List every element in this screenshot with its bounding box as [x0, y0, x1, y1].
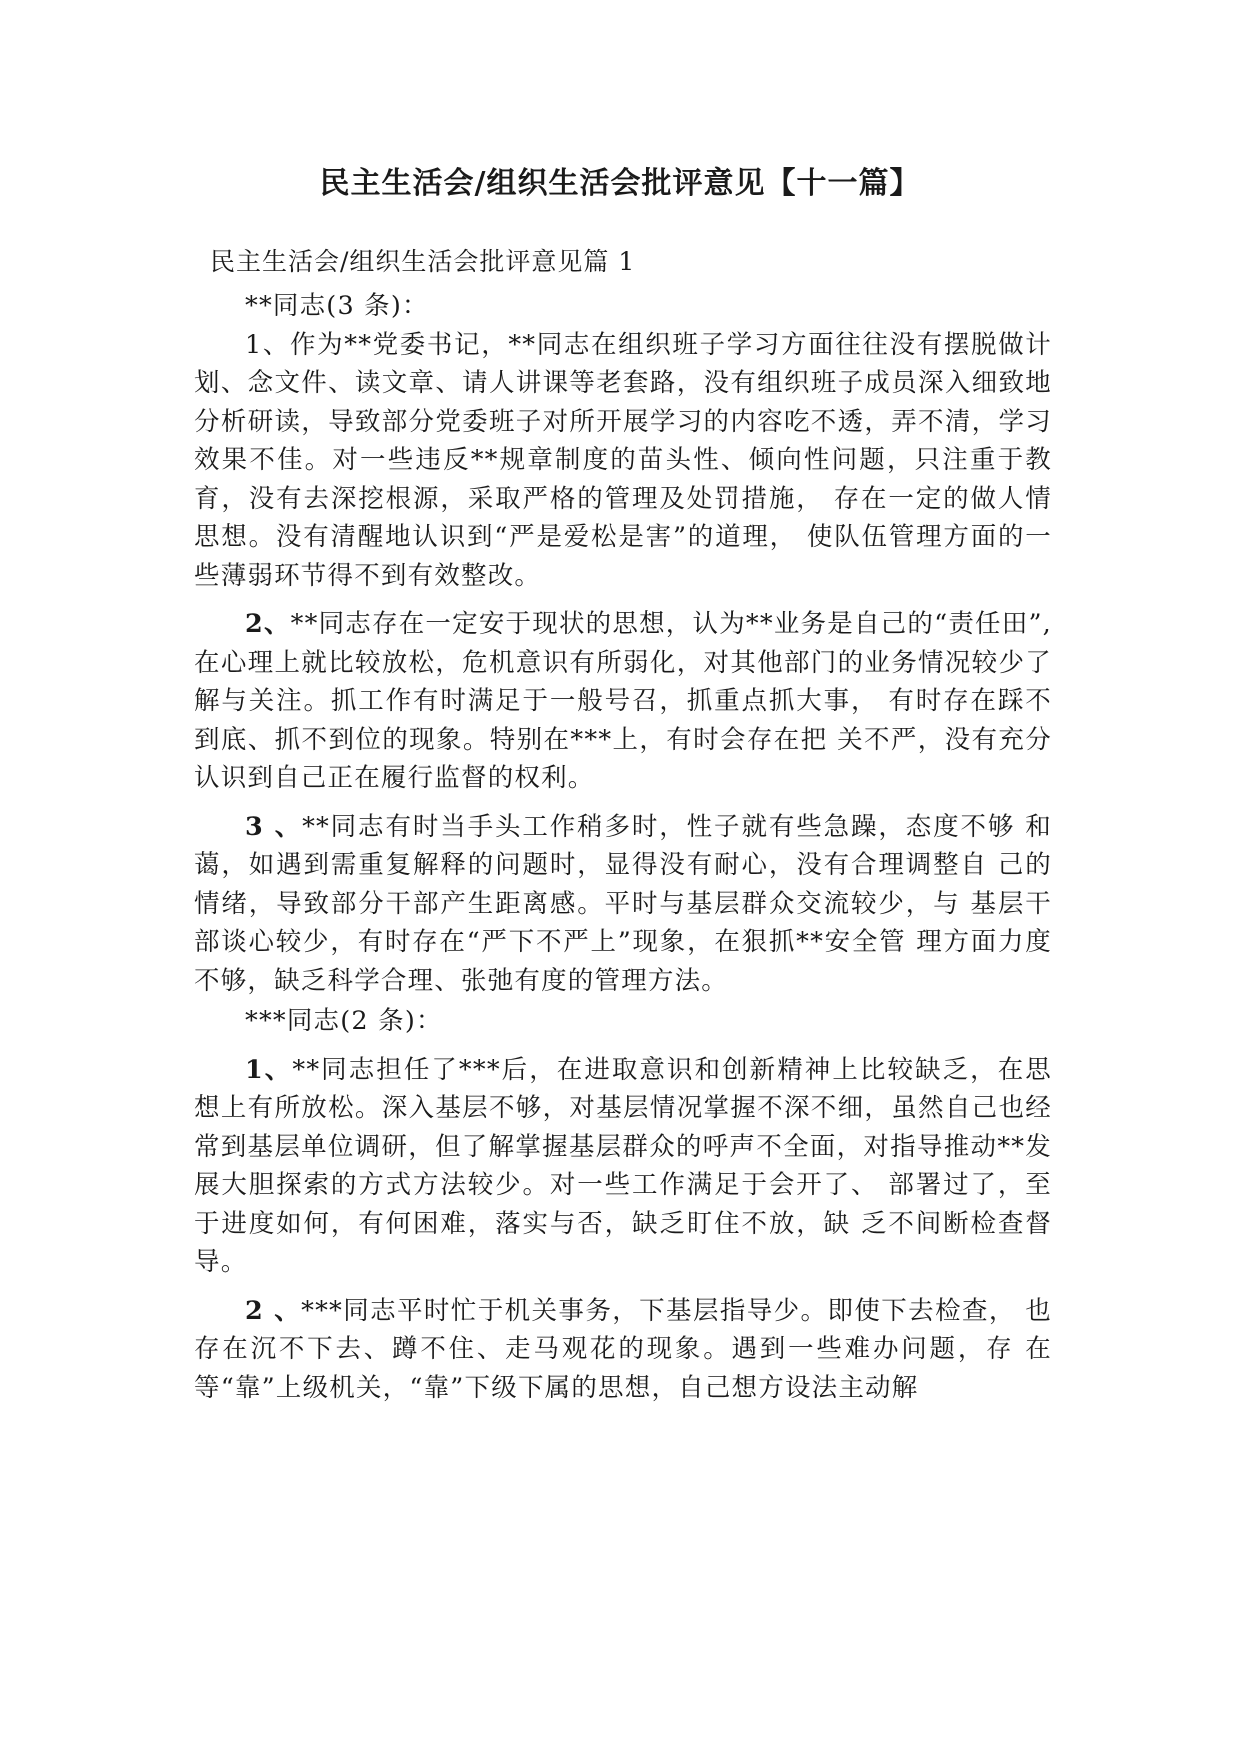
paragraph-text: **同志存在一定安于现状的思想，认为**业务是自己的“责任田”,在心理上就比较放松，危机意识有所弱化，对其他部门的业务情况较少了解与关注。抓工作有时满足于一般号召，抓重点抓大事， 有时存在踩不到底、抓不到位的现象。特别在***上，有时会存在把 关不严，没有充分认识到自己正在履行监督的权利。: [194, 609, 1052, 793]
person-1-heading: **同志(3 条)：: [245, 291, 429, 321]
criticism-paragraph-1-1: 1、作为**党委书记，**同志在组织班子学习方面往往没有摆脱做计划、念文件、读文章、请人讲课等老套路，没有组织班子成员深入细致地分析研读，导致部分党委班子对所开展学习的内容吃不透，弄不清，学习效果不佳。对一些违反**规章制度的苗头性、倾向性问题，只注重于教育，没有去深挖根源，采取严格的管理及处罚措施， 存在一定的做人情思想。没有清醒地认识到“严是爱松是害”的道理， 使队伍管理方面的一些薄弱环节得不到有效整改。: [194, 329, 1052, 591]
section-heading: 民主生活会/组织生活会批评意见篇 1: [210, 247, 636, 276]
document-title: 民主生活会/组织生活会批评意见【十一篇】: [319, 166, 921, 201]
criticism-paragraph-2-2: [194, 1292, 1052, 1408]
criticism-paragraph-2-1: [194, 1051, 1052, 1282]
paragraph-text: **同志有时当手头工作稍多时，性子就有些急躁，态度不够 和蔼，如遇到需重复解释的问题时，显得没有耐心，没有合理调整自 己的情绪，导致部分干部产生距离感。平时与基层群众交流较少，与 基层干部谈心较少，有时存在“严下不严上”现象，在狠抓**安全管 理方面力度不够，缺乏科学合理、张弛有度的管理方法。: [194, 811, 1052, 996]
paragraph-text: **同志担任了***后，在进取意识和创新精神上比较缺乏，在思想上有所放松。深入基层不够，对基层情况掌握不深不细，虽然自己也经常到基层单位调研，但了解掌握基层群众的呼声不全面，对指导推动**发展大胆探索的方式方法较少。对一些工作满足于会开了、 部署过了，至于进度如何，有何困难，落实与否，缺乏盯住不放，缺 乏不间断检查督导。: [194, 1054, 1052, 1277]
item-number: 3 、: [245, 811, 303, 842]
item-number: 2 、: [245, 1295, 302, 1326]
person-2-heading: ***同志(2 条)：: [245, 1006, 443, 1036]
criticism-paragraph-1-3: [194, 808, 1052, 1001]
paragraph-text: ***同志平时忙于机关事务，下基层指导少。即使下去检查， 也存在沉不下去、蹲不住、走马观花的现象。遇到一些难办问题，存 在等“靠”上级机关，“靠”下级下属的思想，自己想方设法主动解: [194, 1295, 1052, 1403]
item-number: 1、: [245, 1054, 293, 1085]
document-body: [194, 285, 1052, 1407]
criticism-paragraph-1-2: [194, 605, 1052, 798]
item-number: 2、: [245, 609, 291, 639]
